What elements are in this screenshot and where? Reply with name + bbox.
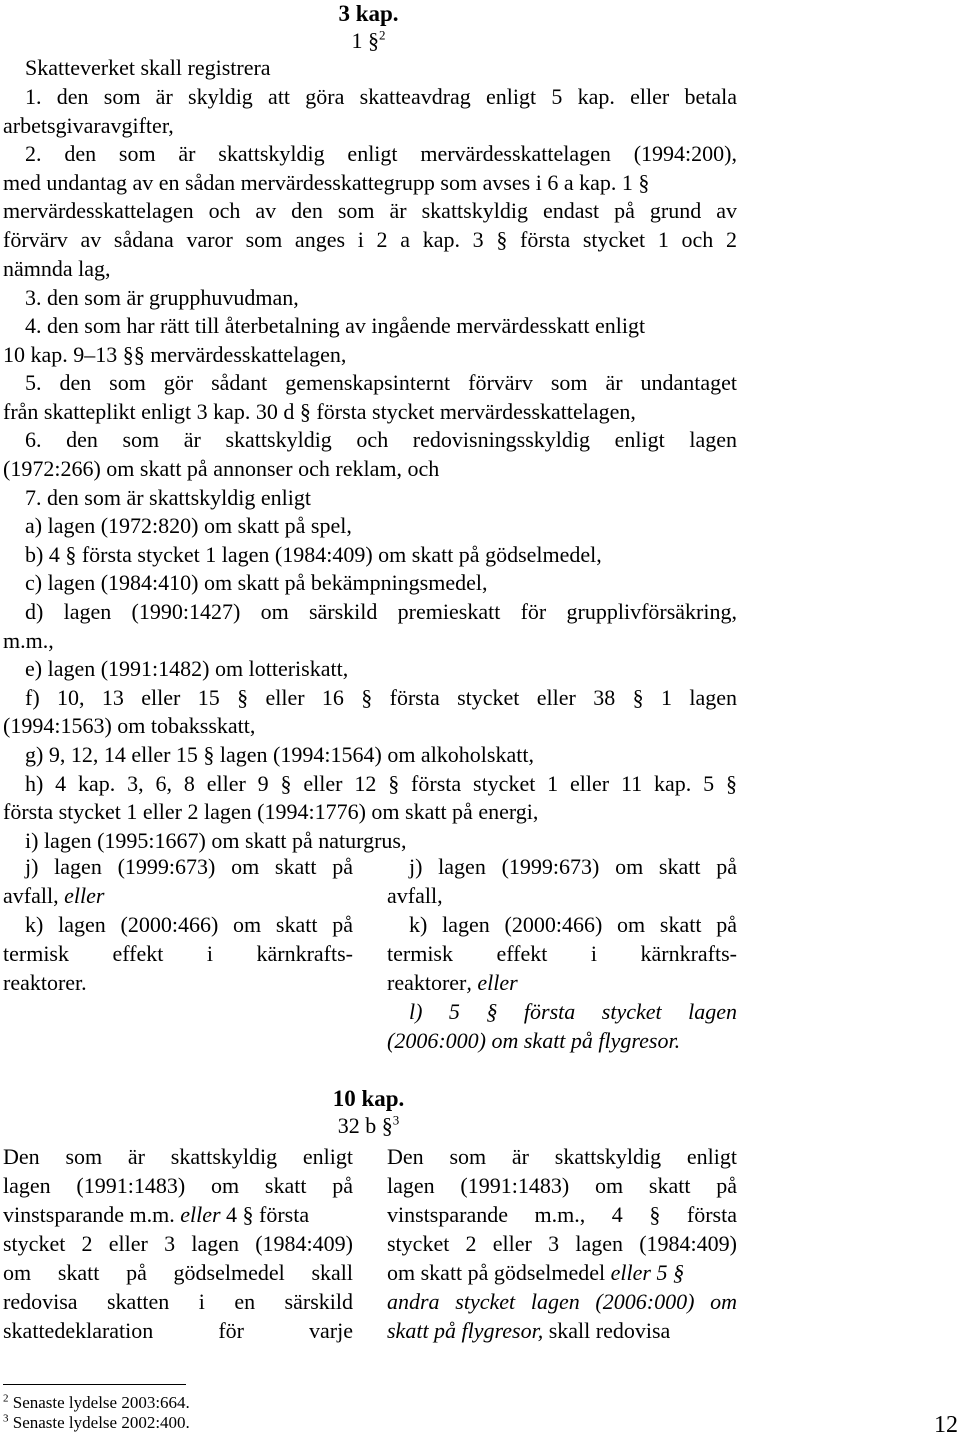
left2-line-3-text: vinstsparande m.m. <box>3 1202 181 1227</box>
subitem-g: g) 9, 12, 14 eller 15 § lagen (1994:1564) om alkoholskatt, <box>25 742 534 767</box>
footnote-3 <box>3 1414 190 1431</box>
list-item-3: 3. den som är grupphuvudman, <box>25 285 299 310</box>
left2-line-3 <box>3 1200 353 1229</box>
left-j-line-1: j) lagen (1999:673) om skatt på <box>25 854 353 879</box>
right2-line-7-text: skall redovisa <box>548 1318 671 1343</box>
footnote-ref-2: 2 <box>379 27 386 43</box>
section-heading <box>0 27 737 53</box>
list-item-4-line-2: 10 kap. 9–13 §§ mervärdesskattelagen, <box>3 342 347 367</box>
left2-line-1: Den som är skattskyldig enligt <box>3 1144 353 1169</box>
list-item-1-line-1: 1. den som är skyldig att göra skatteavdrag enligt 5 kap. eller betala <box>25 84 737 109</box>
right-k-text: reaktorer <box>387 970 467 995</box>
footnote-2 <box>3 1394 190 1411</box>
right2-line-6: andra stycket lagen (2006:000) om <box>387 1289 737 1314</box>
footnote-3-number: 3 <box>3 1412 9 1425</box>
subitem-h-line-2: första stycket 1 eller 2 lagen (1994:1776) om skatt på energi, <box>3 799 539 824</box>
left2-line-3-tail: 4 § första <box>220 1202 310 1227</box>
list-item-2-line-2: med undantag av en sådan mervärdesskattegrupp som avses i 6 a kap. 1 § <box>3 170 650 195</box>
list-item-6-line-1: 6. den som är skattskyldig och redovisningsskyldig enligt lagen <box>25 427 737 452</box>
right-j-line-1: j) lagen (1999:673) om skatt på <box>409 854 737 879</box>
right2-line-5 <box>387 1258 737 1287</box>
chapter-heading-2: 10 kap. <box>332 1086 405 1111</box>
right2-line-7-italic: skatt på flygresor, <box>387 1318 544 1343</box>
section-heading-2 <box>0 1112 737 1138</box>
left-j-line-2 <box>3 881 353 910</box>
section-label-2: 32 b § <box>337 1113 393 1138</box>
subitem-c: c) lagen (1984:410) om skatt på bekämpningsmedel, <box>25 570 488 595</box>
list-item-2-line-3: mervärdesskattelagen och av den som är skattskyldig endast på grund av <box>3 198 737 223</box>
comparison-2-right-column <box>387 1142 737 1345</box>
intro-text: Skatteverket skall registrera <box>25 55 271 80</box>
footnote-2-number: 2 <box>3 1392 9 1405</box>
subitem-b: b) 4 § första stycket 1 lagen (1984:409) om skatt på gödselmedel, <box>25 542 602 567</box>
comparison-1-right-column <box>387 852 737 1055</box>
left2-line-5: om skatt på gödselmedel skall <box>3 1260 353 1285</box>
subitem-d-line-2: m.m., <box>3 628 54 653</box>
subitem-f-line-1: f) 10, 13 eller 15 § eller 16 § första stycket eller 38 § 1 lagen <box>25 685 737 710</box>
list-item-2-line-4: förvärv av sådana varor som anges i 2 a kap. 3 § första stycket 1 och 2 <box>3 227 737 252</box>
right2-line-7 <box>387 1316 737 1345</box>
right2-line-4: stycket 2 eller 3 lagen (1984:409) <box>387 1231 737 1256</box>
left-j-text: avfall, <box>3 883 65 908</box>
subitem-f-line-2: (1994:1563) om tobaksskatt, <box>3 713 256 738</box>
subitem-e: e) lagen (1991:1482) om lotteriskatt, <box>25 656 349 681</box>
left-k-line-3: reaktorer. <box>3 970 87 995</box>
left-j-italic: eller <box>64 883 105 908</box>
page-number: 12 <box>934 1412 958 1438</box>
list-item-4-line-1: 4. den som har rätt till återbetalning av ingående mervärdesskatt enligt <box>25 313 646 338</box>
right2-line-2: lagen (1991:1483) om skatt på <box>387 1173 737 1198</box>
right-k-line-1: k) lagen (2000:466) om skatt på <box>409 912 737 937</box>
left2-line-3-italic: eller <box>180 1202 221 1227</box>
subitem-h-line-1: h) 4 kap. 3, 6, 8 eller 9 § eller 12 § första stycket 1 eller 11 kap. 5 § <box>25 771 737 796</box>
comparison-1-left-column <box>3 852 353 997</box>
left2-line-6: redovisa skatten i en särskild <box>3 1289 353 1314</box>
left2-line-2: lagen (1991:1483) om skatt på <box>3 1173 353 1198</box>
right-k-line-3 <box>387 968 737 997</box>
footnote-3-text: Senaste lydelse 2002:400. <box>12 1413 190 1432</box>
list-item-7: 7. den som är skattskyldig enligt <box>25 485 311 510</box>
list-item-2-line-1: 2. den som är skattskyldig enligt mervärdesskattelagen (1994:200), <box>25 141 737 166</box>
left2-line-4: stycket 2 eller 3 lagen (1984:409) <box>3 1231 353 1256</box>
right-l-line-1: l) 5 § första stycket lagen <box>409 999 737 1024</box>
right-k-line-2: termisk effekt i kärnkrafts- <box>387 941 737 966</box>
left-k-line-2: termisk effekt i kärnkrafts- <box>3 941 353 966</box>
right2-line-5-italic: eller 5 § <box>610 1260 684 1285</box>
footnote-ref-3: 3 <box>392 1112 400 1128</box>
right-j-line-2: avfall, <box>387 883 443 908</box>
list-item-6-line-2: (1972:266) om skatt på annonser och reklam, och <box>3 456 440 481</box>
subitem-d-line-1: d) lagen (1990:1427) om särskild premieskatt för grupplivförsäkring, <box>25 599 737 624</box>
footnote-divider <box>3 1384 186 1385</box>
list-item-5-line-1: 5. den som gör sådant gemenskapsinternt förvärv som är undantaget <box>25 370 737 395</box>
list-item-5-line-2: från skatteplikt enligt 3 kap. 30 d § första stycket mervärdesskattelagen, <box>3 399 636 424</box>
right-l-line-2: (2006:000) om skatt på flygresor. <box>387 1028 681 1053</box>
footnote-2-text: Senaste lydelse 2003:664. <box>12 1393 190 1412</box>
right-k-italic: , eller <box>466 970 518 995</box>
subitem-a: a) lagen (1972:820) om skatt på spel, <box>25 513 352 538</box>
right2-line-1: Den som är skattskyldig enligt <box>387 1144 737 1169</box>
right2-line-5-text: om skatt på gödselmedel <box>387 1260 611 1285</box>
left2-line-7: skattedeklaration för varje <box>3 1318 353 1343</box>
comparison-2-left-column <box>3 1142 353 1345</box>
section-label: 1 § <box>351 28 379 53</box>
chapter-heading: 3 kap. <box>338 1 399 26</box>
list-item-1-line-2: arbetsgivaravgifter, <box>3 113 174 138</box>
right2-line-3: vinstsparande m.m., 4 § första <box>387 1202 737 1227</box>
list-item-2-line-5: nämnda lag, <box>3 256 111 281</box>
left-k-line-1: k) lagen (2000:466) om skatt på <box>25 912 353 937</box>
subitem-i: i) lagen (1995:1667) om skatt på naturgrus, <box>25 828 407 853</box>
